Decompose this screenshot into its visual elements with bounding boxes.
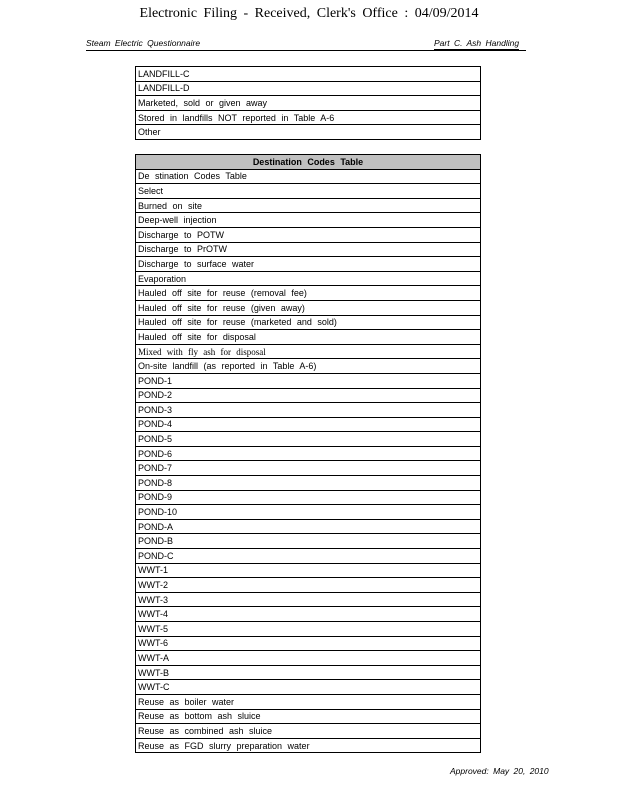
table-cell: POND-4 <box>136 417 481 432</box>
table-row <box>136 694 481 709</box>
table-cell: POND-7 <box>136 461 481 476</box>
table-row <box>136 96 481 111</box>
table-row <box>136 67 481 82</box>
table-cell: WWT-6 <box>136 636 481 651</box>
table-row <box>136 344 481 359</box>
table-cell: POND-1 <box>136 373 481 388</box>
table-row <box>136 257 481 272</box>
table-header-row <box>136 155 481 170</box>
table-cell: Hauled off site for reuse (given away) <box>136 300 481 315</box>
table-row <box>136 300 481 315</box>
table-cell: LANDFILL-D <box>136 81 481 96</box>
table-cell: On-site landfill (as reported in Table A-6) <box>136 359 481 374</box>
questionnaire-title: Steam Electric Questionnaire <box>86 38 201 48</box>
table-cell: WWT-C <box>136 680 481 695</box>
table-cell: Mixed with fly ash for disposal <box>136 344 481 359</box>
table-cell: Reuse as boiler water <box>136 694 481 709</box>
table-row <box>136 724 481 739</box>
table-cell: Reuse as combined ash sluice <box>136 724 481 739</box>
table-row <box>136 680 481 695</box>
table-row <box>136 242 481 257</box>
table-row <box>136 461 481 476</box>
table-row <box>136 81 481 96</box>
table-cell: Deep-well injection <box>136 213 481 228</box>
table-row <box>136 709 481 724</box>
table-row <box>136 446 481 461</box>
table-cell: Select <box>136 184 481 199</box>
table-cell: POND-2 <box>136 388 481 403</box>
table-row <box>136 315 481 330</box>
table-row <box>136 286 481 301</box>
table-row <box>136 213 481 228</box>
table-row <box>136 417 481 432</box>
table-row <box>136 184 481 199</box>
table-row <box>136 359 481 374</box>
table-row <box>136 607 481 622</box>
table-cell: Hauled off site for disposal <box>136 330 481 345</box>
table-cell: WWT-A <box>136 651 481 666</box>
table-row <box>136 505 481 520</box>
table-row <box>136 738 481 753</box>
table-cell: POND-C <box>136 549 481 564</box>
table-cell: Stored in landfills NOT reported in Table A-6 <box>136 110 481 125</box>
table-cell: Discharge to surface water <box>136 257 481 272</box>
table-cell: POND-6 <box>136 446 481 461</box>
table-row <box>136 198 481 213</box>
table-cell: Hauled off site for reuse (removal fee) <box>136 286 481 301</box>
table-row <box>136 549 481 564</box>
destination-codes-table <box>135 154 481 753</box>
table-row <box>136 110 481 125</box>
table-row <box>136 534 481 549</box>
table-cell: WWT-3 <box>136 592 481 607</box>
table-cell: Other <box>136 125 481 140</box>
table-cell: WWT-4 <box>136 607 481 622</box>
table-cell: WWT-2 <box>136 578 481 593</box>
table-row <box>136 403 481 418</box>
table-cell: Evaporation <box>136 271 481 286</box>
table-row <box>136 636 481 651</box>
table-cell: Discharge to PrOTW <box>136 242 481 257</box>
destination-list-table <box>135 66 481 140</box>
table-row <box>136 388 481 403</box>
table-cell: WWT-1 <box>136 563 481 578</box>
table-row <box>136 592 481 607</box>
table-cell: WWT-B <box>136 665 481 680</box>
table-row <box>136 125 481 140</box>
table-row <box>136 432 481 447</box>
table-row <box>136 578 481 593</box>
table-cell: POND-B <box>136 534 481 549</box>
table-row <box>136 271 481 286</box>
table-row <box>136 651 481 666</box>
table-cell: POND-5 <box>136 432 481 447</box>
table-row <box>136 373 481 388</box>
header-rule <box>86 50 526 51</box>
table-row <box>136 330 481 345</box>
table-row <box>136 622 481 637</box>
table-cell: LANDFILL-C <box>136 67 481 82</box>
table-header: Destination Codes Table <box>136 155 481 170</box>
table-row <box>136 519 481 534</box>
table-row <box>136 490 481 505</box>
table-cell: POND-8 <box>136 476 481 491</box>
table-cell: POND-A <box>136 519 481 534</box>
filing-stamp: Electronic Filing - Received, Clerk's Office : 04/09/2014 <box>139 6 479 21</box>
table-cell: De stination Codes Table <box>136 169 481 184</box>
table-cell: POND-9 <box>136 490 481 505</box>
section-title: Part C. Ash Handling <box>434 38 520 48</box>
table-row <box>136 227 481 242</box>
table-cell: POND-10 <box>136 505 481 520</box>
table-cell: Marketed, sold or given away <box>136 96 481 111</box>
table-row <box>136 169 481 184</box>
table-row <box>136 563 481 578</box>
table-cell: Burned on site <box>136 198 481 213</box>
table-cell: Reuse as FGD slurry preparation water <box>136 738 481 753</box>
table-cell: Hauled off site for reuse (marketed and sold) <box>136 315 481 330</box>
table-cell: WWT-5 <box>136 622 481 637</box>
approval-date: Approved: May 20, 2010 <box>450 766 549 776</box>
table-row <box>136 476 481 491</box>
table-cell: Discharge to POTW <box>136 227 481 242</box>
table-cell: POND-3 <box>136 403 481 418</box>
table-cell: Reuse as bottom ash sluice <box>136 709 481 724</box>
table-row <box>136 665 481 680</box>
